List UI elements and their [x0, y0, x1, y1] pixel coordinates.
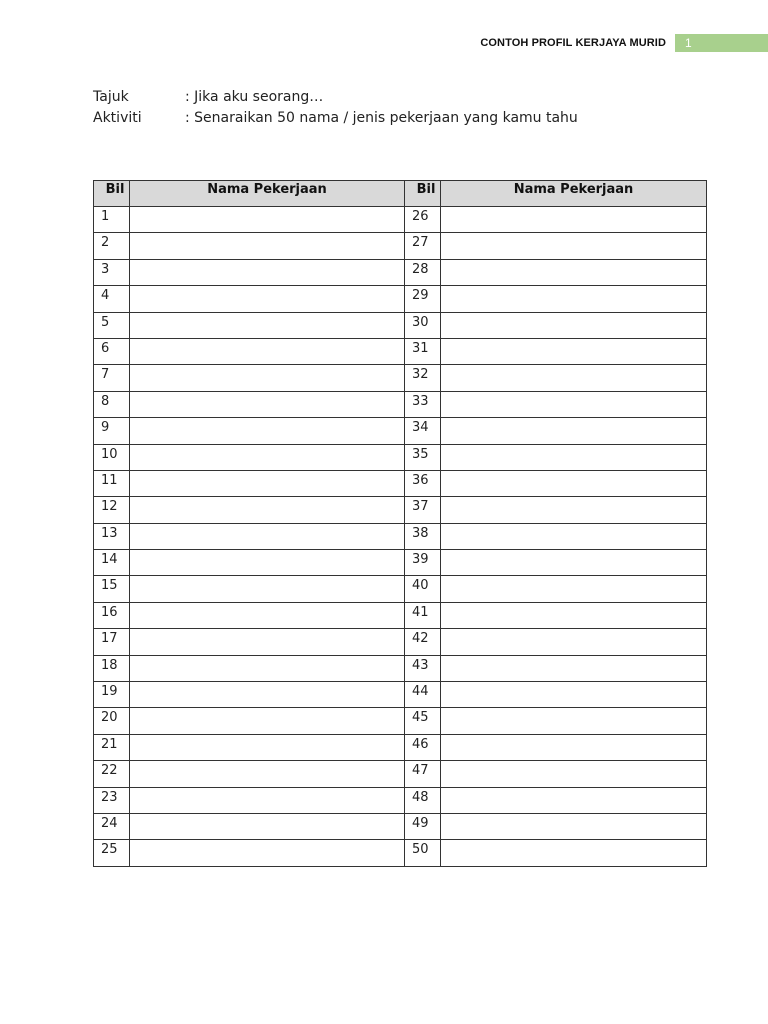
row-number-left: 13	[94, 523, 130, 549]
job-name-input-right[interactable]	[441, 708, 707, 734]
job-name-input-left[interactable]	[130, 787, 405, 813]
row-number-left: 4	[94, 286, 130, 312]
table-row	[94, 655, 707, 681]
topic-value: : Jika aku seorang…	[185, 89, 324, 105]
job-name-input-left[interactable]	[130, 655, 405, 681]
header-bil-right: Bil	[405, 181, 441, 207]
row-number-left: 7	[94, 365, 130, 391]
row-number-right: 47	[405, 761, 441, 787]
job-name-input-left[interactable]	[130, 708, 405, 734]
row-number-left: 11	[94, 470, 130, 496]
table-row	[94, 602, 707, 628]
job-name-input-right[interactable]	[441, 523, 707, 549]
job-name-input-right[interactable]	[441, 840, 707, 866]
row-number-right: 28	[405, 259, 441, 285]
career-list-table	[93, 180, 707, 867]
job-name-input-left[interactable]	[130, 233, 405, 259]
job-name-input-left[interactable]	[130, 734, 405, 760]
table-row	[94, 629, 707, 655]
table-row	[94, 233, 707, 259]
row-number-left: 19	[94, 682, 130, 708]
table-row	[94, 259, 707, 285]
table-row	[94, 576, 707, 602]
job-name-input-left[interactable]	[130, 338, 405, 364]
row-number-right: 40	[405, 576, 441, 602]
header-job-name-left: Nama Pekerjaan	[130, 181, 405, 207]
job-name-input-right[interactable]	[441, 338, 707, 364]
table-row	[94, 523, 707, 549]
row-number-left: 5	[94, 312, 130, 338]
table-row	[94, 312, 707, 338]
job-name-input-left[interactable]	[130, 470, 405, 496]
topic-label: Tajuk	[93, 89, 129, 105]
job-name-input-left[interactable]	[130, 629, 405, 655]
job-name-input-right[interactable]	[441, 655, 707, 681]
table-row	[94, 418, 707, 444]
row-number-left: 6	[94, 338, 130, 364]
row-number-right: 46	[405, 734, 441, 760]
row-number-left: 18	[94, 655, 130, 681]
table-row	[94, 708, 707, 734]
job-name-input-left[interactable]	[130, 365, 405, 391]
job-name-input-right[interactable]	[441, 813, 707, 839]
job-name-input-right[interactable]	[441, 444, 707, 470]
table-row	[94, 761, 707, 787]
table-row	[94, 391, 707, 417]
job-name-input-right[interactable]	[441, 497, 707, 523]
row-number-right: 35	[405, 444, 441, 470]
job-name-input-right[interactable]	[441, 470, 707, 496]
row-number-right: 37	[405, 497, 441, 523]
row-number-left: 14	[94, 550, 130, 576]
row-number-right: 45	[405, 708, 441, 734]
table-header-row	[94, 181, 707, 207]
job-name-input-right[interactable]	[441, 207, 707, 233]
row-number-left: 9	[94, 418, 130, 444]
job-name-input-left[interactable]	[130, 550, 405, 576]
row-number-right: 32	[405, 365, 441, 391]
job-name-input-left[interactable]	[130, 312, 405, 338]
table-row	[94, 207, 707, 233]
job-name-input-right[interactable]	[441, 391, 707, 417]
job-name-input-left[interactable]	[130, 523, 405, 549]
job-name-input-right[interactable]	[441, 365, 707, 391]
job-name-input-right[interactable]	[441, 233, 707, 259]
table-row	[94, 365, 707, 391]
job-name-input-left[interactable]	[130, 497, 405, 523]
row-number-left: 25	[94, 840, 130, 866]
table-row	[94, 813, 707, 839]
table-row	[94, 338, 707, 364]
job-name-input-right[interactable]	[441, 550, 707, 576]
table-row	[94, 682, 707, 708]
row-number-left: 2	[94, 233, 130, 259]
row-number-right: 33	[405, 391, 441, 417]
row-number-left: 10	[94, 444, 130, 470]
table-row	[94, 840, 707, 866]
row-number-left: 20	[94, 708, 130, 734]
row-number-right: 38	[405, 523, 441, 549]
job-name-input-right[interactable]	[441, 418, 707, 444]
row-number-right: 31	[405, 338, 441, 364]
table-body	[94, 207, 707, 867]
job-name-input-right[interactable]	[441, 761, 707, 787]
document-header-title: CONTOH PROFIL KERJAYA MURID	[480, 37, 666, 49]
header-job-name-right: Nama Pekerjaan	[441, 181, 707, 207]
row-number-right: 49	[405, 813, 441, 839]
job-name-input-right[interactable]	[441, 682, 707, 708]
job-name-input-right[interactable]	[441, 602, 707, 628]
row-number-right: 29	[405, 286, 441, 312]
job-name-input-left[interactable]	[130, 840, 405, 866]
row-number-left: 1	[94, 207, 130, 233]
job-name-input-right[interactable]	[441, 734, 707, 760]
table-row	[94, 470, 707, 496]
row-number-right: 39	[405, 550, 441, 576]
job-name-input-right[interactable]	[441, 629, 707, 655]
table-row	[94, 550, 707, 576]
job-name-input-left[interactable]	[130, 418, 405, 444]
job-name-input-left[interactable]	[130, 391, 405, 417]
row-number-left: 8	[94, 391, 130, 417]
job-name-input-left[interactable]	[130, 813, 405, 839]
job-name-input-left[interactable]	[130, 682, 405, 708]
table-row	[94, 444, 707, 470]
row-number-left: 21	[94, 734, 130, 760]
table-row	[94, 734, 707, 760]
table-row	[94, 497, 707, 523]
row-number-right: 44	[405, 682, 441, 708]
row-number-left: 16	[94, 602, 130, 628]
job-name-input-left[interactable]	[130, 259, 405, 285]
table-row	[94, 787, 707, 813]
row-number-left: 17	[94, 629, 130, 655]
page-number-badge: 1	[675, 34, 768, 52]
row-number-left: 12	[94, 497, 130, 523]
job-name-input-right[interactable]	[441, 787, 707, 813]
job-name-input-left[interactable]	[130, 602, 405, 628]
job-name-input-left[interactable]	[130, 761, 405, 787]
row-number-right: 30	[405, 312, 441, 338]
row-number-left: 24	[94, 813, 130, 839]
row-number-right: 26	[405, 207, 441, 233]
row-number-right: 27	[405, 233, 441, 259]
row-number-left: 22	[94, 761, 130, 787]
job-name-input-right[interactable]	[441, 286, 707, 312]
row-number-right: 42	[405, 629, 441, 655]
activity-value: : Senaraikan 50 nama / jenis pekerjaan yang kamu tahu	[185, 110, 578, 126]
row-number-right: 41	[405, 602, 441, 628]
row-number-right: 34	[405, 418, 441, 444]
job-name-input-right[interactable]	[441, 312, 707, 338]
job-name-input-left[interactable]	[130, 576, 405, 602]
row-number-right: 48	[405, 787, 441, 813]
row-number-left: 15	[94, 576, 130, 602]
header-bil-left: Bil	[94, 181, 130, 207]
row-number-right: 50	[405, 840, 441, 866]
row-number-left: 3	[94, 259, 130, 285]
job-name-input-right[interactable]	[441, 259, 707, 285]
job-name-input-right[interactable]	[441, 576, 707, 602]
job-name-input-left[interactable]	[130, 286, 405, 312]
job-name-input-left[interactable]	[130, 444, 405, 470]
row-number-left: 23	[94, 787, 130, 813]
row-number-right: 43	[405, 655, 441, 681]
row-number-right: 36	[405, 470, 441, 496]
table-row	[94, 286, 707, 312]
job-name-input-left[interactable]	[130, 207, 405, 233]
activity-label: Aktiviti	[93, 110, 142, 126]
